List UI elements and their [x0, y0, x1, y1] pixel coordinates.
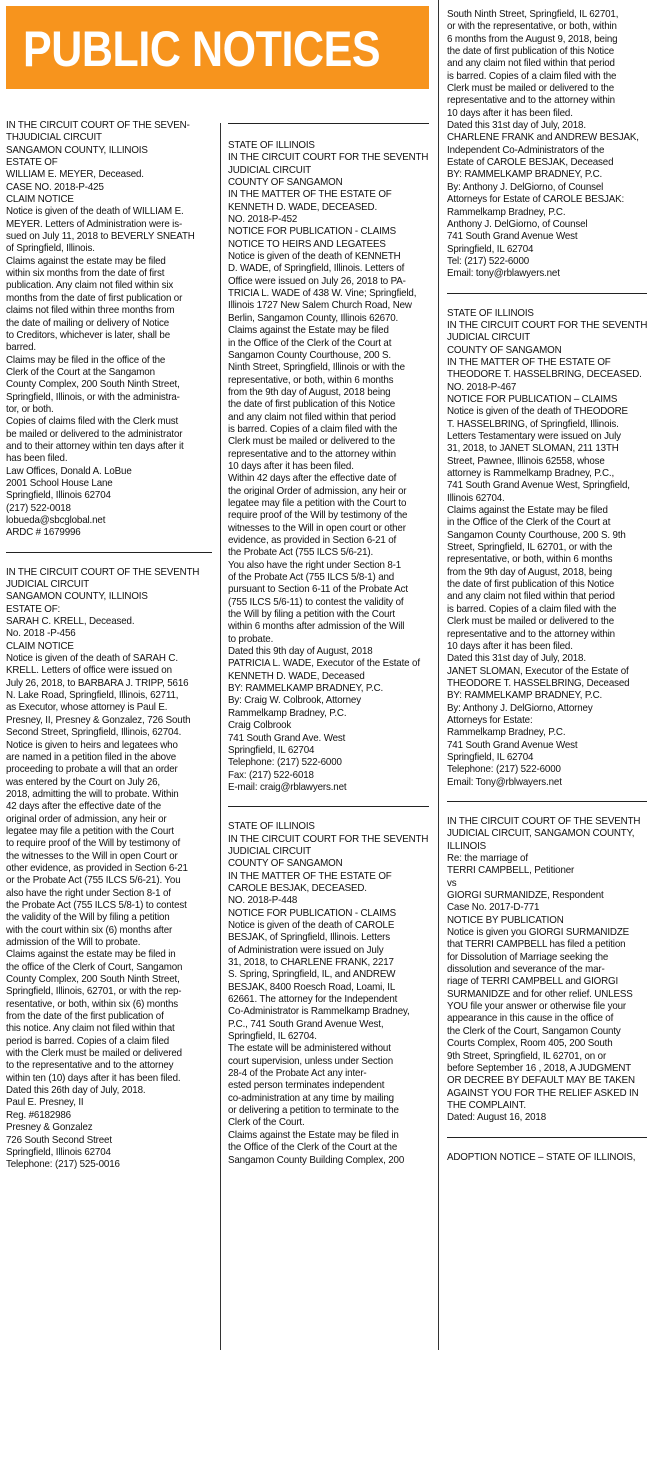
notice-text-line: NO. 2018-P-467 — [447, 381, 517, 393]
notice-text-line: 741 South Grand Ave. West — [228, 732, 346, 744]
notice-text-line: with the court within six (6) months after — [6, 924, 173, 936]
notice-text-line: to require proof of the Will by testimony of — [6, 838, 181, 850]
legal-notice — [447, 9, 647, 281]
notice-text-line: (217) 522-0018 — [6, 502, 71, 514]
notice-text-line: NOTICE BY PUBLICATION — [447, 914, 564, 926]
notice-text-line: Letters Testamentary were issued on July — [447, 431, 621, 442]
notice-text-line: lobueda@sbcglobal.net — [6, 515, 106, 526]
notice-text-line: Ninth Street, Springfield, Illinois or with the — [228, 362, 405, 374]
notice-text-line: JUDICIAL CIRCUIT, SANGAMON COUNTY, — [447, 828, 635, 840]
legal-notice — [6, 120, 212, 540]
notice-separator — [228, 806, 429, 807]
notice-text-line: JUDICIAL CIRCUIT — [6, 579, 90, 591]
notice-text-line: ADOPTION NOTICE – STATE OF ILLINOIS, — [447, 1151, 636, 1163]
notice-text-line: Paul E. Presney, II — [6, 1097, 84, 1109]
notice-text-line: 10 days after it has been filed. — [447, 107, 573, 119]
notice-text-line: the Probate Act (755 ILCS 5/6-21). — [228, 547, 374, 559]
notice-text-line: before September 16 , 2018, A JUDGMENT — [447, 1062, 632, 1074]
notice-text-line: IN THE CIRCUIT COURT OF THE SEVEN- — [6, 120, 190, 131]
notice-text-line: Berlin, Sangamon County, Illinois 62670. — [228, 312, 399, 324]
notice-text-line: 2018, admitting the will to probate. Within — [6, 788, 179, 800]
notice-text-line: SANGAMON COUNTY, ILLINOIS — [6, 144, 148, 156]
notice-text-line: from the 9th day of August, 2018 being — [228, 386, 391, 398]
notice-text-line: TRICIA L. WADE of 438 W. Vine; Springfield, — [228, 288, 417, 300]
notice-text-line: County Complex, 200 South Ninth Street, — [6, 379, 180, 391]
notice-text-line: from the 9th day of August, 2018, being — [447, 566, 613, 578]
notice-text-line: Notice is given of the death of WILLIAM E. — [6, 206, 184, 218]
notice-text-line: JUDICIAL CIRCUIT — [228, 845, 312, 857]
notice-separator — [447, 801, 647, 802]
public-notices-banner — [6, 6, 429, 89]
notice-text-line: and to their attorney within ten days after it — [6, 440, 184, 452]
notice-text-line: in the Office of the Clerk of the Court at — [447, 517, 611, 529]
notice-text-line: Fax: (217) 522-6018 — [228, 769, 314, 781]
notice-text-line: By: Craig W. Colbrook, Attorney — [228, 695, 361, 707]
notice-text-line: is barred. Copies of a claim filed with the — [447, 603, 617, 615]
notice-text-line: other evidence, as provided in Section 6-21 — [6, 862, 188, 874]
notice-text-line: STATE OF ILLINOIS — [228, 140, 315, 151]
notice-text-line: in the Office of the Clerk of the Court at — [228, 337, 392, 349]
notice-text-line: MEYER. Letters of Administration were is- — [6, 218, 183, 230]
notice-text-line: Street, Pawnee, Illinois 62558, whose — [447, 455, 605, 467]
notice-text-line: Notice is given of the death of SARAH C. — [6, 653, 178, 665]
notice-text-line: THJUDICIAL CIRCUIT — [6, 132, 102, 144]
notice-text-line: period is barred. Copies of a claim filed — [6, 1035, 170, 1047]
notice-text-line: the witnesses to the Will in open Court or — [6, 850, 178, 862]
notice-text-line: NOTICE TO HEIRS AND LEGATEES — [228, 238, 386, 250]
notice-text-line: Claims against the Estate may be filed — [447, 505, 608, 517]
notice-text-line: NOTICE FOR PUBLICATION - CLAIMS — [228, 907, 397, 919]
notice-text-line: July 26, 2018, to BARBARA J. TRIPP, 5616 — [6, 677, 189, 689]
notice-text-line: was entered by the Court on July 26, — [6, 776, 161, 788]
notice-text-line: The estate will be administered without — [228, 1043, 391, 1055]
notice-text-line: and any claim not filed within that period — [447, 58, 615, 70]
notice-text-line: Clerk must be mailed or delivered to the — [228, 436, 395, 448]
notice-text-line: STATE OF ILLINOIS — [228, 821, 315, 833]
notice-text-line: You also have the right under Section 8-1 — [228, 559, 402, 571]
notice-text-line: 741 South Grand Avenue West — [447, 231, 578, 243]
notice-text-line: is barred. Copies of a claim filed with the — [447, 70, 617, 82]
notice-text-line: IN THE CIRCUIT COURT FOR THE SEVENTH — [228, 833, 429, 845]
legal-notice — [228, 140, 429, 794]
notice-text-line: Anthony J. DelGiorno, of Counsel — [447, 218, 588, 230]
notice-text-line: JUDICIAL CIRCUIT — [228, 164, 312, 176]
notice-text-line: COUNTY OF SANGAMON — [228, 858, 343, 870]
notice-text-line: Notice is given to heirs and legatees who — [6, 739, 178, 751]
notice-text-line: Springfield, IL 62704 — [447, 243, 534, 255]
notice-text-line: Second Street, Springfield, Illinois, 62704. — [6, 727, 182, 739]
notice-text-line: Presney, II, Presney & Gonzalez, 726 South — [6, 714, 191, 726]
notice-text-line: the date of first publication of this Notice — [447, 579, 614, 591]
notice-text-line: representative, or both, within 6 months — [447, 554, 613, 566]
notice-text-line: Telephone: (217) 525-0016 — [6, 1159, 120, 1171]
notice-text-line: ESTATE OF: — [6, 603, 61, 615]
notice-text-line: proceeding to probate a will that an order — [6, 764, 178, 776]
notice-text-line: IN THE CIRCUIT COURT FOR THE SEVENTH — [228, 152, 429, 164]
notice-text-line: NOTICE FOR PUBLICATION – CLAIMS — [447, 393, 618, 405]
notice-text-line: 741 South Grand Avenue West, Springfield, — [447, 480, 630, 492]
notice-text-line: and any claim not filed within that period — [447, 591, 615, 603]
notice-text-line: Attorneys for Estate of CAROLE BESJAK: — [447, 194, 625, 206]
notice-separator — [228, 123, 429, 124]
notice-text-line: legatee may file a petition with the Court to — [228, 497, 407, 509]
notice-text-line: attorney is Rammelkamp Bradney, P.C., — [447, 468, 615, 480]
notice-text-line: Dated: August 16, 2018 — [447, 1112, 546, 1124]
notice-text-line: STATE OF ILLINOIS — [447, 307, 534, 319]
notice-text-line: require proof of the Will by testimony of the — [228, 510, 408, 522]
notice-text-line: or with the representative, or both, within — [447, 21, 617, 33]
notice-text-line: for Dissolution of Marriage seeking the — [447, 951, 609, 963]
notice-text-line: Claims may be filed in the office of the — [6, 354, 166, 366]
notice-text-line: representative, or both, within 6 months — [228, 374, 394, 386]
notice-text-line: Email: tony@rblawyers.net — [447, 268, 560, 280]
notice-text-line: THEODORE T. HASSELBRING, DECEASED. — [447, 369, 642, 381]
notice-text-line: Notice is given of the death of CAROLE — [228, 919, 395, 931]
legal-notice — [447, 308, 647, 789]
notice-text-line: Dated this 31st day of July, 2018. — [447, 653, 586, 665]
notice-text-line: Claims against the Estate may be filed — [228, 325, 389, 337]
notice-text-line: CASE NO. 2018-P-425 — [6, 181, 104, 193]
notice-text-line: the Office of the Clerk of the Court at the — [228, 1142, 398, 1154]
notice-text-line: tor, or both. — [6, 403, 54, 415]
notice-text-line: court supervision, unless under Section — [228, 1055, 393, 1067]
notice-text-line: Courts Complex, Room 405, 200 South — [447, 1038, 613, 1050]
notice-text-line: SURMANIDZE and for other relief. UNLESS — [447, 988, 633, 1000]
notice-text-line: By: Anthony J. DelGiorno, Attorney — [447, 702, 593, 714]
legal-notice — [447, 1152, 647, 1164]
notice-text-line: NO. 2018-P-452 — [228, 214, 298, 226]
notice-text-line: GIORGI SURMANIDZE, Respondent — [447, 890, 604, 902]
notice-text-line: 6 months from the August 9, 2018, being — [447, 33, 618, 45]
page-title: PUBLIC NOTICES — [23, 21, 381, 77]
notice-text-line: Telephone: (217) 522-6000 — [228, 757, 342, 769]
notice-text-line: co-administration at any time by mailing — [228, 1092, 394, 1104]
notice-text-line: to Creditors, whichever is later, shall be — [6, 329, 171, 341]
notice-text-line: the date of mailing or delivery of Notice — [6, 317, 170, 329]
notice-text-line: 741 South Grand Avenue West — [447, 739, 578, 751]
notice-text-line: Springfield, IL 62704 — [228, 744, 315, 756]
notice-text-line: PATRICIA L. WADE, Executor of the Estate of — [228, 658, 420, 670]
notice-text-line: Office were issued on July 26, 2018 to PA- — [228, 275, 406, 287]
notice-text-line: representative and to the attorney within — [228, 448, 396, 460]
notice-text-line: Notice is given you GIORGI SURMANIDZE — [447, 927, 630, 939]
notice-text-line: claims not filed within three months from — [6, 305, 175, 317]
notice-text-line: are named in a petition filed in the above — [6, 751, 177, 763]
notice-text-line: evidence, as provided in Section 6-21 of — [228, 535, 397, 546]
notice-text-line: 28-4 of the Probate Act any inter- — [228, 1068, 367, 1080]
notice-text-line: D. WADE, of Springfield, Illinois. Letters of — [228, 263, 405, 275]
notice-text-line: BESJAK, 8400 Roesch Road, Loami, IL — [228, 981, 396, 993]
legal-notice — [6, 567, 212, 1172]
notice-text-line: BY: RAMMELKAMP BRADNEY, P.C. — [447, 690, 603, 702]
notice-text-line: appearance in this cause in the office of — [447, 1013, 614, 1025]
notice-text-line: BY: RAMMELKAMP BRADNEY, P.C. — [447, 169, 603, 181]
notice-text-line: COUNTY OF SANGAMON — [228, 177, 343, 189]
notice-text-line: 31, 2018, to JANET SLOMAN, 211 13TH — [447, 443, 619, 455]
notice-text-line: that TERRI CAMPBELL has filed a petition — [447, 939, 626, 951]
notice-text-line: admission of the Will to probate. — [6, 937, 141, 948]
notice-column-1 — [6, 120, 212, 1470]
notice-text-line: Springfield, IL 62704 — [447, 751, 534, 763]
notice-text-line: South Ninth Street, Springfield, IL 62701, — [447, 9, 619, 20]
notice-text-line: Notice is given of the death of KENNETH — [228, 251, 401, 263]
notice-text-line: Estate of CAROLE BESJAK, Deceased — [447, 157, 614, 169]
notice-text-line: Springfield, Illinois 62704 — [6, 490, 111, 502]
notice-text-line: Rammelkamp Bradney, P.C. — [447, 206, 566, 218]
notice-separator — [6, 552, 212, 553]
notice-text-line: IN THE CIRCUIT COURT OF THE SEVENTH — [447, 815, 641, 827]
notice-text-line: Dated this 26th day of July, 2018. — [6, 1085, 146, 1097]
notice-text-line: Sangamon County Building Complex, 200 — [228, 1154, 405, 1166]
notice-text-line: Reg. #6182986 — [6, 1109, 71, 1121]
notice-text-line: Springfield, Illinois, or with the administra- — [6, 391, 180, 403]
notice-text-line: and any claim not filed within that period — [228, 411, 396, 423]
notice-text-line: KRELL. Letters of office were issued on — [6, 665, 172, 677]
notice-text-line: the Probate Act (755 ILCS 5/8-1) to contest — [6, 899, 187, 911]
notice-text-line: Clerk of the Court at the Sangamon — [6, 366, 155, 378]
notice-text-line: By: Anthony J. DelGiorno, of Counsel — [447, 181, 604, 193]
notice-text-line: 2001 School House Lane — [6, 477, 113, 489]
notice-text-line: representative and to the attorney within — [447, 628, 615, 640]
notice-text-line: Dated this 9th day of August, 2018 — [228, 646, 373, 658]
notice-text-line: of Administration were issued on July — [228, 944, 384, 956]
notice-text-line: as Executor, whose attorney is Paul E. — [6, 702, 168, 714]
notice-text-line: Telephone: (217) 522-6000 — [447, 764, 561, 776]
notice-text-line: of Springfield, Illinois. — [6, 243, 95, 255]
notice-text-line: IN THE MATTER OF THE ESTATE OF — [447, 356, 611, 368]
notice-text-line: 42 days after the effective date of the — [6, 801, 162, 813]
column-divider — [438, 0, 439, 1350]
notice-text-line: the date of first publication of this Notice — [447, 46, 614, 58]
notice-text-line: Rammelkamp Bradney, P.C. — [447, 727, 566, 739]
notice-text-line: Claims against the estate may be filed — [6, 255, 166, 267]
notice-text-line: Clerk of the Court. — [228, 1117, 305, 1129]
notice-text-line: the office of the Clerk of Court, Sangamon — [6, 961, 183, 973]
notice-text-line: ARDC # 1679996 — [6, 527, 81, 539]
notice-text-line: within six months from the date of first — [6, 268, 165, 280]
notice-text-line: 10 days after it has been filed. — [447, 640, 573, 652]
notice-text-line: CHARLENE FRANK and ANDREW BESJAK, — [447, 132, 639, 144]
notice-text-line: BY: RAMMELKAMP BRADNEY, P.C. — [228, 683, 384, 695]
notice-text-line: or delivering a petition to terminate to the — [228, 1105, 399, 1117]
notice-text-line: ested person terminates independent — [228, 1080, 385, 1092]
notice-text-line: Presney & Gonzalez — [6, 1122, 93, 1134]
notice-text-line: Springfield, Illinois 62704 — [6, 1146, 111, 1158]
notice-text-line: 62661. The attorney for the Independent — [228, 994, 398, 1006]
notice-text-line: 726 South Second Street — [6, 1134, 112, 1146]
notice-text-line: resentative, or both, within six (6) months — [6, 998, 179, 1010]
notice-text-line: sued on July 11, 2018 to BEVERLY SNEATH — [6, 231, 195, 243]
notice-text-line: No. 2018 -P-456 — [6, 628, 76, 640]
notice-text-line: ILLINOIS — [447, 840, 487, 852]
notice-text-line: CLAIM NOTICE — [6, 640, 74, 652]
notice-text-line: OR DECREE BY DEFAULT MAY BE TAKEN — [447, 1075, 635, 1087]
notice-text-line: YOU file your answer or otherwise file your — [447, 1001, 627, 1013]
notice-text-line: Re: the marriage of — [447, 853, 528, 864]
notice-text-line: IN THE MATTER OF THE ESTATE OF — [228, 870, 392, 882]
notice-text-line: original order of admission, any heir or — [6, 813, 167, 825]
notice-text-line: is barred. Copies of a claim filed with the — [228, 423, 398, 435]
notice-text-line: months from the date of first publication or — [6, 292, 183, 304]
notice-text-line: also have the right under Section 8-1 of — [6, 887, 171, 899]
notice-text-line: Law Offices, Donald A. LoBue — [6, 465, 132, 477]
notice-text-line: S. Spring, Springfield, IL, and ANDREW — [228, 969, 396, 981]
notice-text-line: JANET SLOMAN, Executor of the Estate of — [447, 665, 629, 677]
notice-text-line: of the Probate Act (755 ILCS 5/8-1) and — [228, 572, 395, 584]
notice-text-line: Springfield, Illinois, 62701, or with the rep- — [6, 986, 182, 998]
notice-text-line: Claims against the estate may be filed in — [6, 949, 176, 961]
notice-text-line: Notice is given of the death of THEODORE — [447, 406, 628, 418]
notice-text-line: Within 42 days after the effective date of — [228, 473, 397, 485]
notice-text-line: TERRI CAMPBELL, Petitioner — [447, 865, 575, 877]
notice-text-line: the date of first publication of this Notice — [228, 399, 395, 411]
notice-text-line: has been filed. — [6, 453, 68, 465]
notice-text-line: Craig Colbrook — [228, 720, 292, 732]
notice-text-line: Clerk must be mailed or delivered to the — [447, 83, 614, 95]
notice-text-line: T. HASSELBRING, of Springfield, Illinois. — [447, 418, 619, 430]
notice-text-line: COUNTY OF SANGAMON — [447, 344, 562, 356]
notice-text-line: P.C., 741 South Grand Avenue West, — [228, 1018, 384, 1030]
notice-text-line: the Will by filing a petition with the Court — [228, 609, 395, 621]
notice-text-line: NO. 2018-P-448 — [228, 895, 298, 907]
notice-text-line: within 6 months after admission of the Will — [228, 621, 405, 633]
legal-notice — [228, 821, 429, 1167]
notice-text-line: Sangamon County Courthouse, 200 S. 9th — [447, 529, 626, 541]
notice-text-line: the Clerk of the Court, Sangamon County — [447, 1025, 621, 1037]
column-divider — [220, 123, 221, 1350]
notice-text-line: Copies of claims filed with the Clerk must — [6, 416, 179, 428]
notice-text-line: IN THE MATTER OF THE ESTATE OF — [228, 189, 392, 201]
notice-text-line: dissolution and severance of the mar- — [447, 964, 605, 976]
notice-column-2 — [228, 123, 429, 1473]
notice-text-line: N. Lake Road, Springfield, Illinois, 62711, — [6, 690, 179, 702]
notice-text-line: JUDICIAL CIRCUIT — [447, 332, 531, 344]
notice-text-line: pursuant to Section 6-11 of the Probate Act — [228, 584, 408, 596]
notice-text-line: from the date of the first publication of — [6, 1011, 164, 1023]
notice-text-line: Independent Co-Administrators of the — [447, 144, 605, 156]
notice-text-line: publication. Any claim not filed within six — [6, 280, 174, 292]
notice-text-line: legatee may file a petition with the Court — [6, 825, 174, 837]
notice-text-line: Tel: (217) 522-6000 — [447, 255, 530, 267]
notice-text-line: THEODORE T. HASSELBRING, Deceased — [447, 677, 630, 689]
notice-text-line: ESTATE OF — [6, 157, 58, 169]
legal-notice — [447, 816, 647, 1125]
notice-separator — [447, 1137, 647, 1138]
notice-text-line: be mailed or delivered to the administrator — [6, 428, 183, 440]
notice-text-line: KENNETH D. WADE, Deceased — [228, 670, 365, 682]
notice-text-line: CLAIM NOTICE — [6, 194, 74, 206]
notice-text-line: or the Probate Act (755 ILCS 5/6-21). You — [6, 875, 181, 887]
notice-text-line: AGAINST YOU FOR THE RELIEF ASKED IN — [447, 1087, 639, 1099]
notice-text-line: Illinois 1727 New Salem Church Road, New — [228, 300, 412, 312]
notice-separator — [447, 293, 647, 294]
notice-text-line: SANGAMON COUNTY, ILLINOIS — [6, 591, 148, 603]
notice-text-line: IN THE CIRCUIT COURT FOR THE SEVENTH — [447, 319, 647, 331]
notice-text-line: 10 days after it has been filed. — [228, 460, 354, 472]
notice-text-line: to probate. — [228, 633, 274, 645]
notice-column-3 — [447, 9, 647, 1359]
notice-text-line: barred. — [6, 342, 36, 354]
notice-text-line: NOTICE FOR PUBLICATION - CLAIMS — [228, 226, 397, 238]
notice-text-line: Sangamon County Courthouse, 200 S. — [228, 349, 391, 361]
notice-text-line: 31, 2018, to CHARLENE FRANK, 2217 — [228, 957, 394, 968]
notice-text-line: CAROLE BESJAK, DECEASED. — [228, 882, 367, 894]
notice-text-line: with the Clerk must be mailed or delivered — [6, 1048, 182, 1060]
notice-text-line: (755 ILCS 5/6-11) to contest the validity of — [228, 596, 404, 608]
notice-text-line: Attorneys for Estate: — [447, 714, 533, 726]
notice-text-line: Springfield, IL 62704. — [228, 1031, 317, 1043]
notice-text-line: SARAH C. KRELL, Deceased. — [6, 616, 135, 628]
notice-text-line: to the representative and to the attorney — [6, 1060, 174, 1072]
notice-text-line: Dated this 31st day of July, 2018. — [447, 120, 586, 132]
notice-text-line: IN THE CIRCUIT COURT OF THE SEVENTH — [6, 566, 200, 578]
notice-text-line: this notice. Any claim not filed within that — [6, 1023, 175, 1035]
notice-text-line: 9th Street, Springfield, IL 62701, on or — [447, 1050, 607, 1062]
notice-text-line: Clerk must be mailed or delivered to the — [447, 616, 614, 628]
notice-text-line: riage of TERRI CAMPBELL and GIORGI — [447, 976, 619, 988]
notice-text-line: Street, Springfield, IL 62701, or with the — [447, 542, 613, 554]
notice-text-line: representative and to the attorney within — [447, 95, 615, 107]
notice-text-line: the validity of the Will by filing a petition — [6, 912, 170, 924]
notice-text-line: THE COMPLAINT. — [447, 1099, 526, 1111]
notice-text-line: within ten (10) days after it has been filed. — [6, 1072, 181, 1084]
notice-text-line: BESJAK, of Springfield, Illinois. Letters — [228, 932, 390, 944]
notice-text-line: witnesses to the Will in open court or other — [228, 522, 406, 534]
notice-text-line: Email: Tony@rblwayers.net — [447, 776, 562, 788]
notice-text-line: Case No. 2017-D-771 — [447, 902, 540, 914]
notice-text-line: the original Order of admission, any heir or — [228, 485, 407, 497]
notice-text-line: Claims against the Estate may be filed in — [228, 1129, 399, 1141]
notice-text-line: vs — [447, 877, 457, 889]
notice-text-line: Co-Administrator is Rammelkamp Bradney, — [228, 1006, 410, 1018]
notice-text-line: Rammelkamp Bradney, P.C. — [228, 707, 347, 719]
notice-text-line: E-mail: craig@rblawyers.net — [228, 781, 347, 793]
notice-text-line: WILLIAM E. MEYER, Deceased. — [6, 169, 144, 181]
notice-text-line: County Complex, 200 South Ninth Street, — [6, 974, 180, 986]
notice-text-line: Illinois 62704. — [447, 492, 505, 504]
notice-text-line: KENNETH D. WADE, DECEASED. — [228, 201, 378, 213]
